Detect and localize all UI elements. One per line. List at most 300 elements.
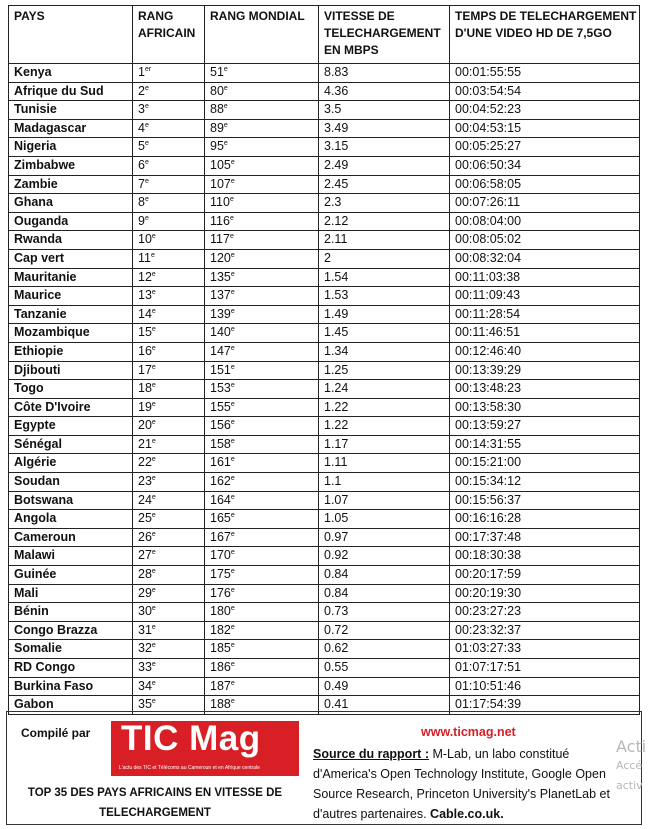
rank-suffix: e (230, 660, 235, 668)
activation-watermark-line2: Accé (616, 759, 643, 772)
time-cell (450, 510, 640, 529)
world-rank-cell-value: 110 (210, 195, 230, 210)
african-rank-cell-value: 35 (138, 697, 152, 712)
speed-cell (319, 398, 450, 417)
speed-cell (319, 584, 450, 603)
rank-suffix: e (229, 214, 234, 222)
table-row (9, 361, 640, 380)
table-row (9, 640, 640, 659)
table-row (9, 138, 640, 157)
time-cell (450, 64, 640, 83)
world-rank-cell-value: 89 (210, 120, 224, 135)
table-row (9, 324, 640, 343)
country-cell-value: Madagascar (14, 120, 87, 135)
country-cell-value: Soudan (14, 474, 60, 489)
country-cell (9, 603, 133, 622)
world-rank-cell (205, 547, 319, 566)
rank-suffix: e (229, 196, 234, 203)
world-rank-cell-value: 156 (210, 418, 231, 433)
world-rank-cell (205, 677, 319, 696)
time-cell-value: 00:11:28:54 (455, 306, 521, 321)
time-cell (450, 175, 640, 194)
speed-cell-value: 3.5 (324, 102, 342, 117)
speed-cell (319, 82, 450, 101)
world-rank-cell (205, 119, 319, 138)
world-rank-cell-value: 116 (210, 213, 230, 228)
rank-suffix: e (230, 512, 235, 520)
country-cell (9, 621, 133, 640)
world-rank-cell (205, 473, 319, 492)
rank-suffix: e (230, 437, 235, 445)
rank-suffix: e (230, 679, 235, 687)
time-cell (450, 473, 640, 492)
speed-cell-value: 0.49 (324, 678, 349, 693)
source-label: Source du rapport : (313, 747, 429, 761)
rank-suffix: e (230, 642, 235, 650)
rank-suffix: e (151, 660, 156, 668)
rank-suffix: e (144, 158, 149, 166)
country-cell (9, 82, 133, 101)
time-cell (450, 528, 640, 547)
country-cell-value: Egypte (14, 418, 56, 433)
time-cell-value: 00:05:25:27 (455, 139, 522, 154)
country-cell (9, 454, 133, 473)
rank-suffix: e (151, 437, 156, 445)
african-rank-cell (133, 640, 205, 659)
african-rank-cell (133, 621, 205, 640)
country-cell (9, 64, 133, 83)
speed-cell-value: 1.17 (324, 436, 349, 451)
rank-suffix: e (151, 381, 156, 389)
rank-suffix: e (144, 214, 149, 222)
activation-watermark-title: Acti (616, 737, 647, 756)
world-rank-cell (205, 101, 319, 120)
table-row (9, 566, 640, 585)
rank-suffix: e (230, 474, 235, 482)
rank-suffix: e (151, 493, 156, 501)
rank-suffix: er (144, 65, 152, 73)
rank-suffix: e (151, 456, 156, 464)
country-cell (9, 677, 133, 696)
country-cell-value: Congo Brazza (14, 622, 98, 637)
african-rank-cell-value: 30 (138, 604, 152, 619)
african-rank-cell (133, 677, 205, 696)
time-cell (450, 621, 640, 640)
time-cell (450, 454, 640, 473)
world-rank-cell-value: 185 (210, 641, 231, 656)
time-cell-value: 01:07:17:51 (455, 660, 522, 674)
african-rank-cell (133, 305, 205, 324)
time-cell (450, 491, 640, 510)
table-row (9, 473, 640, 492)
rank-suffix: e (230, 326, 235, 334)
rank-suffix: e (151, 605, 156, 613)
african-rank-cell (133, 361, 205, 380)
header-speed: VITESSE DE TELECHARGEMENT EN MBPS (319, 6, 450, 64)
speed-cell (319, 287, 450, 306)
african-rank-cell-value: 9 (138, 213, 145, 228)
speed-cell (319, 380, 450, 399)
country-cell (9, 324, 133, 343)
country-cell-value: Cameroun (14, 529, 76, 544)
rank-suffix: e (230, 251, 235, 259)
african-rank-cell (133, 64, 205, 83)
african-rank-cell-value: 1 (138, 65, 145, 79)
time-cell-value: 00:16:16:28 (455, 511, 522, 526)
speed-cell (319, 138, 450, 157)
country-cell (9, 361, 133, 380)
time-cell-value: 00:06:50:34 (455, 157, 522, 172)
time-cell (450, 249, 640, 268)
time-cell-value: 01:03:27:33 (455, 641, 522, 656)
time-cell (450, 435, 640, 454)
country-cell (9, 268, 133, 287)
rank-suffix: e (230, 288, 235, 296)
african-rank-cell-value: 4 (138, 120, 145, 135)
country-cell-value: Rwanda (14, 232, 62, 247)
world-rank-cell-value: 151 (210, 362, 231, 377)
country-cell (9, 528, 133, 547)
world-rank-cell (205, 398, 319, 417)
time-cell (450, 380, 640, 399)
world-rank-cell (205, 324, 319, 343)
time-cell-value: 00:04:53:15 (455, 120, 522, 135)
world-rank-cell-value: 188 (210, 697, 231, 712)
world-rank-cell-value: 175 (210, 567, 231, 582)
african-rank-cell (133, 249, 205, 268)
speed-cell-value: 1.07 (324, 492, 349, 507)
header-country: PAYS (9, 6, 133, 64)
african-rank-cell-value: 3 (138, 102, 145, 117)
speed-cell (319, 547, 450, 566)
rank-suffix: e (144, 121, 149, 129)
rank-suffix: e (230, 605, 235, 613)
country-cell (9, 398, 133, 417)
speed-cell (319, 491, 450, 510)
world-rank-cell-value: 182 (210, 622, 231, 637)
world-rank-cell (205, 212, 319, 231)
african-rank-cell (133, 342, 205, 361)
speed-cell (319, 473, 450, 492)
world-rank-cell (205, 249, 319, 268)
time-cell-value: 00:12:46:40 (455, 343, 522, 358)
african-rank-cell-value: 21 (138, 436, 152, 451)
time-cell-value: 00:23:27:23 (455, 604, 522, 619)
speed-cell-value: 1.1 (324, 474, 342, 489)
african-rank-cell-value: 34 (138, 678, 152, 693)
rank-suffix: e (230, 363, 235, 371)
country-cell (9, 175, 133, 194)
table-row (9, 584, 640, 603)
speed-cell (319, 64, 450, 83)
rank-suffix: e (230, 623, 235, 631)
world-rank-cell (205, 491, 319, 510)
country-cell (9, 566, 133, 585)
african-rank-cell (133, 417, 205, 436)
rank-suffix: e (223, 121, 228, 129)
world-rank-cell (205, 305, 319, 324)
rank-suffix: e (144, 103, 149, 111)
rank-suffix: e (151, 474, 156, 482)
speed-cell-value: 1.24 (324, 381, 349, 396)
country-cell-value: Sénégal (14, 436, 62, 451)
world-rank-cell (205, 194, 319, 213)
world-rank-cell (205, 528, 319, 547)
rank-suffix: e (151, 623, 156, 631)
world-rank-cell-value: 140 (210, 325, 231, 340)
time-cell-value: 00:06:58:05 (455, 176, 522, 191)
speed-cell-value: 1.34 (324, 343, 349, 358)
african-rank-cell (133, 510, 205, 529)
time-cell-value: 00:15:21:00 (455, 455, 522, 470)
rank-suffix: e (230, 493, 235, 501)
rank-suffix: e (151, 419, 156, 427)
time-cell-value: 00:11:09:43 (455, 288, 521, 303)
country-cell (9, 659, 133, 678)
world-rank-cell (205, 64, 319, 83)
source-body: M-Lab, un labo constitué d'America's Open Technology Institute, Google Open Source Research, Princeton University's PlanetLab et d'autres partenaires. (313, 747, 610, 821)
table-row (9, 82, 640, 101)
country-cell-value: Botswana (14, 492, 74, 507)
african-rank-cell (133, 175, 205, 194)
ranking-table (8, 5, 640, 715)
time-cell-value: 00:11:46:51 (455, 325, 521, 340)
african-rank-cell (133, 454, 205, 473)
table-body (9, 64, 640, 715)
country-cell (9, 491, 133, 510)
table-row (9, 454, 640, 473)
world-rank-cell (205, 156, 319, 175)
time-cell (450, 194, 640, 213)
time-cell (450, 82, 640, 101)
rank-suffix: e (144, 196, 149, 203)
country-cell (9, 547, 133, 566)
rank-suffix: e (144, 177, 149, 185)
speed-cell (319, 510, 450, 529)
african-rank-cell (133, 268, 205, 287)
country-cell-value: Cap vert (14, 250, 65, 265)
world-rank-cell-value: 95 (210, 139, 224, 154)
country-cell (9, 305, 133, 324)
world-rank-cell-value: 155 (210, 399, 231, 414)
country-cell (9, 435, 133, 454)
rank-suffix: e (151, 530, 156, 538)
speed-cell-value: 0.97 (324, 529, 349, 544)
african-rank-cell (133, 324, 205, 343)
time-cell-value: 00:08:04:00 (455, 213, 522, 228)
african-rank-cell (133, 435, 205, 454)
rank-suffix: e (230, 456, 235, 464)
rank-suffix: e (151, 344, 156, 352)
time-cell-value: 01:17:54:39 (455, 697, 522, 712)
african-rank-cell (133, 231, 205, 250)
table-row (9, 175, 640, 194)
african-rank-cell (133, 528, 205, 547)
country-cell-value: Mozambique (14, 325, 90, 340)
world-rank-cell (205, 659, 319, 678)
time-cell (450, 212, 640, 231)
african-rank-cell (133, 603, 205, 622)
logo-text: TIC Mag (121, 719, 261, 758)
rank-suffix: e (150, 251, 155, 259)
african-rank-cell-value: 12 (138, 269, 152, 284)
world-rank-cell-value: 153 (210, 381, 231, 396)
speed-cell-value: 1.25 (324, 362, 349, 377)
world-rank-cell (205, 342, 319, 361)
table-row (9, 64, 640, 83)
rank-suffix: e (223, 84, 228, 92)
speed-cell-value: 4.36 (324, 83, 349, 98)
rank-suffix: e (151, 363, 156, 371)
table-row (9, 156, 640, 175)
speed-cell-value: 1.22 (324, 399, 349, 414)
table-row (9, 380, 640, 399)
world-rank-cell-value: 120 (210, 250, 231, 265)
african-rank-cell (133, 584, 205, 603)
speed-cell-value: 2.3 (324, 195, 342, 210)
world-rank-cell-value: 139 (210, 306, 231, 321)
rank-suffix: e (230, 419, 235, 427)
rank-suffix: e (151, 642, 156, 650)
speed-cell-value: 0.92 (324, 548, 349, 563)
rank-suffix: e (151, 233, 156, 241)
time-cell-value: 00:18:30:38 (455, 548, 522, 563)
african-rank-cell-value: 13 (138, 288, 152, 303)
african-rank-cell-value: 22 (138, 455, 152, 470)
country-cell-value: Zambie (14, 176, 58, 191)
time-cell-value: 00:20:17:59 (455, 567, 522, 582)
country-cell (9, 231, 133, 250)
african-rank-cell (133, 194, 205, 213)
speed-cell (319, 603, 450, 622)
rank-suffix: e (151, 270, 156, 278)
time-cell-value: 00:08:32:04 (455, 250, 522, 265)
speed-cell-value: 1.05 (324, 511, 349, 526)
time-cell-value: 00:17:37:48 (455, 529, 522, 544)
time-cell (450, 547, 640, 566)
african-rank-cell-value: 10 (138, 232, 152, 247)
speed-cell (319, 566, 450, 585)
world-rank-cell (205, 82, 319, 101)
country-cell (9, 473, 133, 492)
world-rank-cell-value: 164 (210, 492, 231, 507)
rank-suffix: e (230, 307, 235, 315)
speed-cell-value: 1.22 (324, 418, 349, 433)
table-row (9, 510, 640, 529)
speed-cell-value: 2.49 (324, 157, 349, 172)
time-cell-value: 00:04:52:23 (455, 102, 522, 117)
african-rank-cell-value: 32 (138, 641, 152, 656)
african-rank-cell (133, 491, 205, 510)
table-row (9, 659, 640, 678)
speed-cell-value: 1.11 (324, 455, 348, 470)
speed-cell (319, 659, 450, 678)
table-row (9, 101, 640, 120)
time-cell-value: 00:20:19:30 (455, 585, 522, 600)
time-cell (450, 138, 640, 157)
african-rank-cell-value: 17 (138, 362, 152, 377)
table-row (9, 547, 640, 566)
country-cell (9, 101, 133, 120)
rank-suffix: e (230, 381, 235, 389)
world-rank-cell-value: 107 (210, 176, 231, 191)
speed-cell-value: 0.73 (324, 604, 349, 619)
country-cell-value: Côte D'Ivoire (14, 399, 91, 414)
world-rank-cell (205, 621, 319, 640)
african-rank-cell-value: 5 (138, 139, 145, 154)
country-cell-value: Ouganda (14, 213, 69, 228)
time-cell-value: 00:13:48:23 (455, 381, 522, 396)
speed-cell-value: 0.84 (324, 585, 349, 600)
speed-cell-value: 0.55 (324, 660, 349, 674)
country-cell (9, 640, 133, 659)
speed-cell (319, 454, 450, 473)
country-cell-value: Angola (14, 511, 57, 526)
african-rank-cell-value: 18 (138, 381, 152, 396)
country-cell-value: Zimbabwe (14, 157, 76, 172)
african-rank-cell-value: 15 (138, 325, 152, 340)
african-rank-cell-value: 24 (138, 492, 152, 507)
time-cell (450, 287, 640, 306)
time-cell (450, 305, 640, 324)
world-rank-cell-value: 180 (210, 604, 231, 619)
country-cell-value: Malawi (14, 548, 55, 563)
table-row (9, 231, 640, 250)
african-rank-cell-value: 20 (138, 418, 152, 433)
african-rank-cell-value: 7 (138, 176, 145, 191)
table-row (9, 249, 640, 268)
speed-cell-value: 0.62 (324, 641, 349, 656)
country-cell-value: Bénin (14, 604, 49, 619)
speed-cell (319, 324, 450, 343)
world-rank-cell-value: 135 (210, 269, 231, 284)
rank-suffix: e (151, 307, 156, 315)
speed-cell (319, 417, 450, 436)
world-rank-cell (205, 566, 319, 585)
speed-cell (319, 175, 450, 194)
african-rank-cell-value: 8 (138, 195, 145, 210)
time-cell (450, 231, 640, 250)
speed-cell-value: 1.49 (324, 306, 349, 321)
world-rank-cell-value: 147 (210, 343, 231, 358)
table-row (9, 677, 640, 696)
world-rank-cell (205, 287, 319, 306)
table-row (9, 528, 640, 547)
speed-cell-value: 0.72 (324, 622, 349, 637)
time-cell-value: 00:08:05:02 (455, 232, 522, 247)
african-rank-cell-value: 19 (138, 399, 152, 414)
time-cell-value: 00:07:26:11 (455, 195, 521, 210)
african-rank-cell-value: 25 (138, 511, 152, 526)
world-rank-cell-value: 186 (210, 660, 231, 674)
african-rank-cell-value: 29 (138, 585, 152, 600)
website-url[interactable]: www.ticmag.net (421, 725, 516, 739)
african-rank-cell (133, 119, 205, 138)
african-rank-cell (133, 212, 205, 231)
world-rank-cell-value: 117 (210, 232, 230, 247)
table-row (9, 417, 640, 436)
country-cell-value: Togo (14, 381, 44, 396)
table-row (9, 621, 640, 640)
time-cell-value: 00:11:03:38 (455, 269, 521, 284)
country-cell (9, 194, 133, 213)
speed-cell (319, 194, 450, 213)
world-rank-cell (205, 640, 319, 659)
rank-suffix: e (223, 103, 228, 111)
speed-cell-value: 0.41 (324, 697, 349, 712)
country-cell (9, 156, 133, 175)
world-rank-cell-value: 88 (210, 102, 224, 117)
